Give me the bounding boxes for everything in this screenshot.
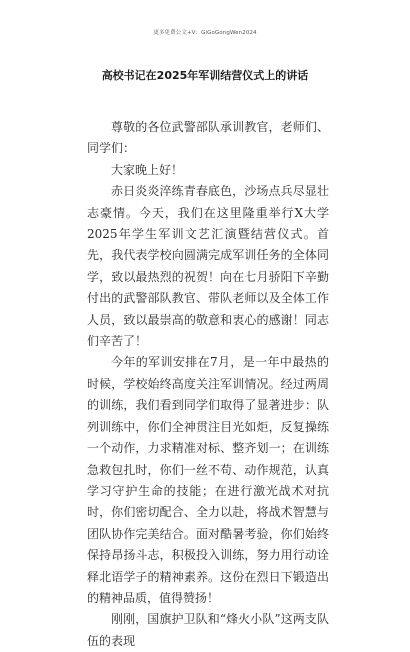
body-paragraph: 刚刚，国旗护卫队和“烽火小队”这两支队伍的表现 bbox=[87, 612, 329, 648]
body-paragraph: 今年的军训安排在7月，是一年中最热的时候，学校始终高度关注军训情况。经过两周的训练，我们看到同学们取得了显著进步：队列训练中，你们全神贯注目光如炬，反复操练一个动作，力求精准对标、整齐划一；在训练急救包扎时，你们一丝不苟、动作规范，认真学习守护生命的技能；在进行激光战术对抗时，你们密切配合、全力以赴，将战术智慧与团队协作完美结合。面对酷暑考验，你们始终保持昂扬斗志，积极投入训练，努力用行动诠释北语学子的精神素养。这份在烈日下锻造出的精神品质，值得赞扬！ bbox=[87, 355, 329, 605]
header-watermark: 更多免费公文+V：GiGoGongWen2024 bbox=[153, 30, 257, 36]
document-body bbox=[87, 117, 329, 652]
document-title: 高校书记在2025年军训结营仪式上的讲话 bbox=[101, 69, 309, 82]
greeting: 大家晚上好！ bbox=[111, 162, 184, 177]
salutation: 尊敬的各位武警部队承训教官，老师们、同学们： bbox=[87, 120, 329, 156]
body-paragraph: 赤日炎炎淬练青春底色，沙场点兵尽显壮志豪情。今天，我们在这里隆重举行X大学2025年学生军训文艺汇演暨结营仪式。首先，我代表学校向圆满完成军训任务的全体同学，致以最热烈的祝贺！向在七月骄阳下辛勤付出的武警部队教官、带队老师以及全体工作人员，致以最崇高的敬意和衷心的感谢！同志们辛苦了！ bbox=[87, 184, 329, 349]
